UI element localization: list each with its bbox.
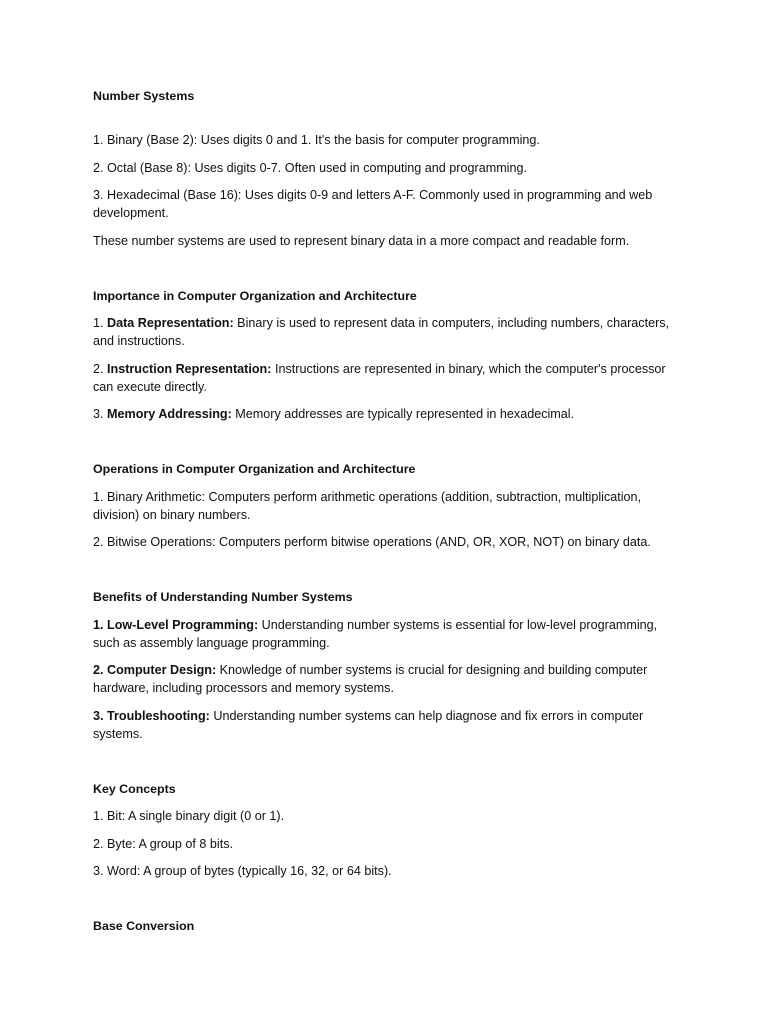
item-text: Memory addresses are typically represented in hexadecimal. [231,407,575,421]
heading-benefits: Benefits of Understanding Number Systems [93,590,353,604]
item-prefix: 1. [93,316,108,330]
heading-importance: Importance in Computer Organization and Architecture [93,288,417,303]
paragraph-low-level-programming [93,616,676,652]
heading-operations: Operations in Computer Organization and Architecture [93,462,416,476]
item-text: Understanding number systems is essential for low-level programming, such as assembly language programming. [93,617,658,650]
paragraph-summary: These number systems are used to represent binary data in a more compact and readable form. [93,233,630,248]
paragraph-binary: 1. Binary (Base 2): Uses digits 0 and 1. It's the basis for computer programming. [93,133,540,147]
paragraph-binary-arithmetic: 1. Binary Arithmetic: Computers perform arithmetic operations (addition, subtraction, multiplication, division) on binary numbers. [93,489,642,522]
item-bold-label: 2. Computer Design: [93,663,217,677]
paragraph-instruction-representation [93,360,676,396]
paragraph-hexadecimal: 3. Hexadecimal (Base 16): Uses digits 0-9 and letters A-F. Commonly used in programming and web development. [93,188,653,220]
item-text: Instructions are represented in binary, which the computer's processor can execute directly. [93,361,666,394]
item-bold-label: Memory Addressing: [107,407,232,421]
paragraph-octal: 2. Octal (Base 8): Uses digits 0-7. Often used in computing and programming. [93,160,527,175]
item-prefix: 2. [93,361,108,376]
paragraph-word: 3. Word: A group of bytes (typically 16, 32, or 64 bits). [93,864,392,878]
item-bold-label: 3. Troubleshooting: [93,708,210,723]
item-text: Binary is used to represent data in computers, including numbers, characters, and instructions. [93,316,670,348]
heading-base-conversion: Base Conversion [93,919,195,933]
item-bold-label: 1. Low-Level Programming: [93,617,259,632]
item-text: Understanding number systems can help diagnose and fix errors in computer systems. [93,708,644,741]
paragraph-memory-addressing [93,405,676,423]
paragraph-data-representation [93,314,676,350]
item-text: Knowledge of number systems is crucial for designing and building computer hardware, including processors and memory systems. [93,663,648,695]
item-bold-label: Data Representation: [107,316,234,330]
paragraph-troubleshooting [93,707,676,743]
item-bold-label: Instruction Representation: [107,361,272,376]
paragraph-computer-design [93,661,676,697]
heading-key-concepts: Key Concepts [93,781,176,796]
paragraph-byte: 2. Byte: A group of 8 bits. [93,836,234,851]
paragraph-bitwise-operations: 2. Bitwise Operations: Computers perform bitwise operations (AND, OR, XOR, NOT) on binary data. [93,535,651,549]
heading-number-systems: Number Systems [93,89,195,103]
paragraph-bit: 1. Bit: A single binary digit (0 or 1). [93,809,285,823]
item-prefix: 3. [93,407,108,421]
